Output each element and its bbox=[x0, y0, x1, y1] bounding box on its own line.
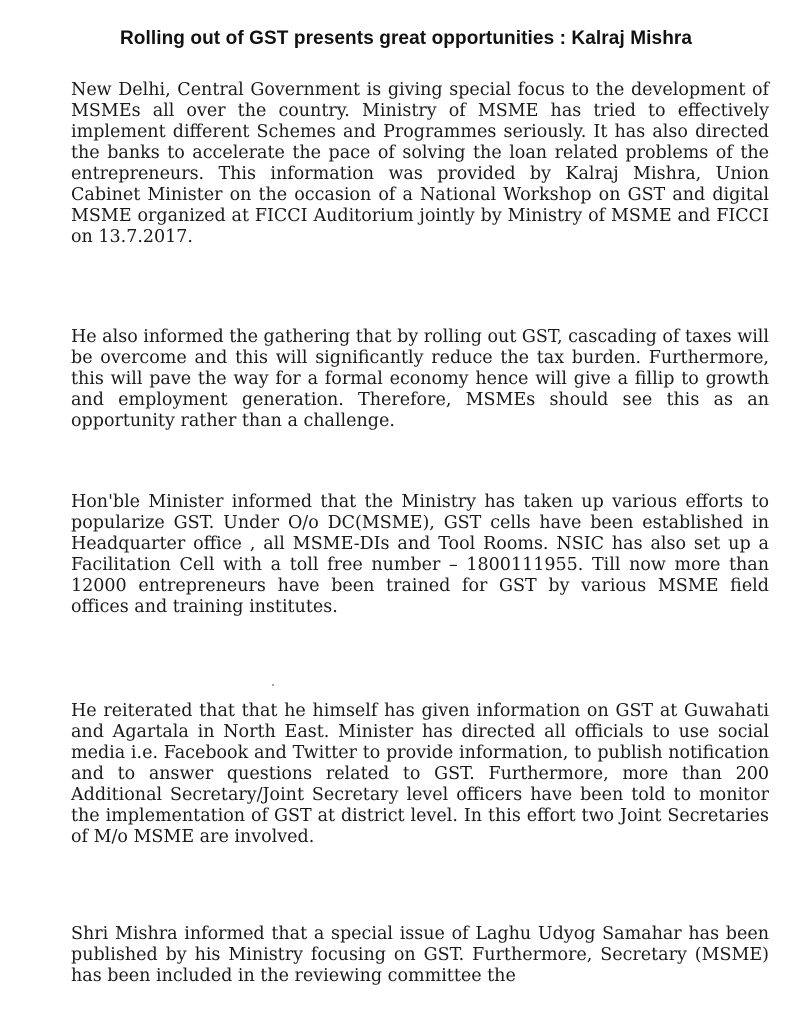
scan-speck bbox=[272, 684, 274, 686]
paragraph-3: Hon'ble Minister informed that the Ministry has taken up various efforts to popularize GST. Under O/o DC(MSME), GST cells have been established in Headquarter office , all MSME-DIs and Tool Rooms. NSIC has also set up a Facilitation Cell with a toll free number – 1800111955. Till now more than 12000 entrepreneurs have been trained for GST by various MSME field offices and training institutes. bbox=[71, 492, 769, 617]
paragraph-1: New Delhi, Central Government is giving special focus to the development of MSMEs all over the country. Ministry of MSME has tried to effectively implement different Schemes and Programmes seriously. It has also directed the banks to accelerate the pace of solving the loan related problems of the entrepreneurs. This information was provided by Kalraj Mishra, Union Cabinet Minister on the occasion of a National Workshop on GST and digital MSME organized at FICCI Auditorium jointly by Ministry of MSME and FICCI on 13.7.2017. bbox=[71, 80, 769, 247]
paragraph-5: Shri Mishra informed that a special issue of Laghu Udyog Samahar has been published by his Ministry focusing on GST. Furthermore, Secretary (MSME) has been included in the reviewing committee the bbox=[71, 924, 769, 986]
paragraph-4: He reiterated that that he himself has given information on GST at Guwahati and Agartala in North East. Minister has directed all officials to use social media i.e. Facebook and Twitter to provide information, to publish notification and to answer questions related to GST. Furthermore, more than 200 Additional Secretary/Joint Secretary level officers have been told to monitor the implementation of GST at district level. In this effort two Joint Secretaries of M/o MSME are involved. bbox=[71, 701, 769, 847]
paragraph-2: He also informed the gathering that by rolling out GST, cascading of taxes will be overcome and this will significantly reduce the tax burden. Furthermore, this will pave the way for a formal economy hence will give a fillip to growth and employment generation. Therefore, MSMEs should see this as an opportunity rather than a challenge. bbox=[71, 327, 769, 431]
document-title: Rolling out of GST presents great opportunities : Kalraj Mishra bbox=[119, 28, 693, 49]
